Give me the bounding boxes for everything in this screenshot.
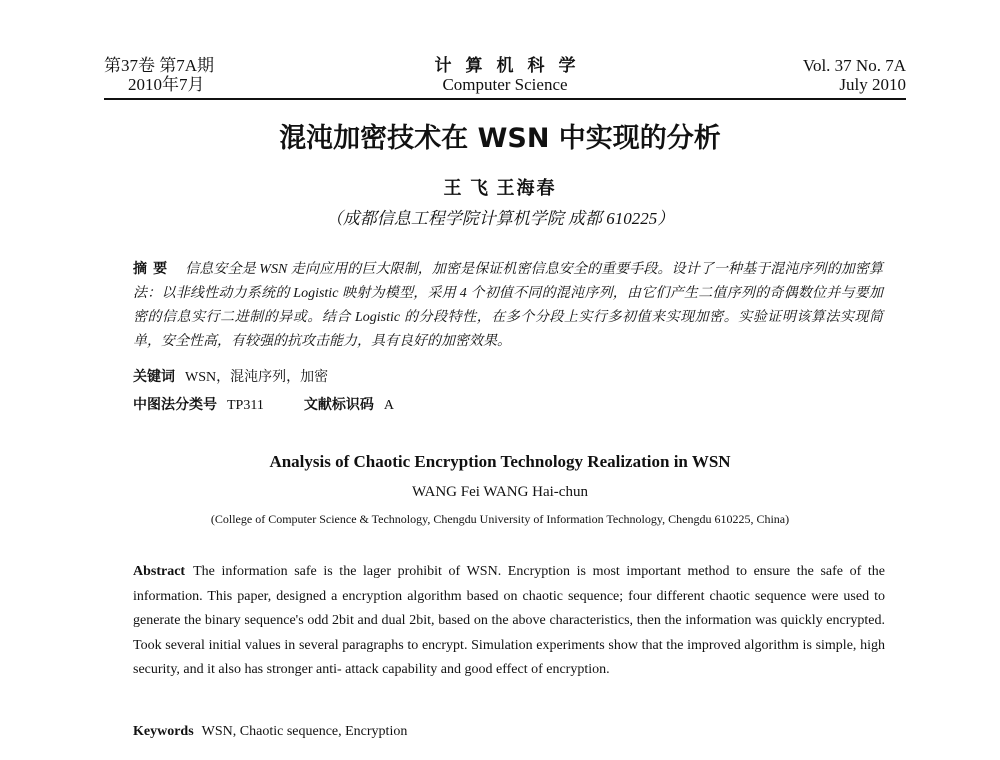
- keywords-en-label: Keywords: [133, 724, 194, 739]
- abstract-cn-text: 信息安全是 WSN 走向应用的巨大限制，加密是保证机密信息安全的重要手段。设计了一种基于混沌序列的加密算法：以非线性动力系统的 Logistic 映射为模型，采用 4 个初值不同的混沌序列，由它们产生二值序列的奇偶数位并与要加密的信息实行二进制的异或。结合 Logistic 的分段特性，在多个分段上实行多初值来实现加密。实验证明该算法实现简单，安全性高，有较强的抗攻击能力，具有良好的加密效果。: [133, 262, 884, 349]
- date-en: July 2010: [839, 75, 906, 94]
- authors-cn: 王 飞 王海春: [443, 178, 557, 198]
- keywords-en: [133, 724, 407, 740]
- volume-en: Vol. 37 No. 7A: [802, 56, 906, 75]
- classification-label: 中图法分类号: [133, 398, 217, 413]
- authors-en: WANG Fei WANG Hai-chun: [412, 484, 588, 500]
- classification-cn: [133, 394, 394, 418]
- keywords-cn-label: 关键词: [133, 370, 175, 385]
- paper-title-en: Analysis of Chaotic Encryption Technology Realization in WSN: [269, 452, 731, 471]
- journal-name-cn: 计算机科学: [434, 56, 590, 75]
- keywords-cn-text: WSN，混沌序列，加密: [185, 370, 329, 385]
- doc-code-label: 文献标识码: [303, 398, 374, 413]
- doc-code-value: A: [383, 398, 394, 413]
- abstract-cn: [133, 258, 883, 354]
- paper-title-cn: 混沌加密技术在 WSN 中实现的分析: [279, 123, 721, 154]
- date-cn: 2010年7月: [128, 75, 205, 94]
- abstract-en-label: Abstract: [133, 564, 186, 579]
- classification-value: TP311: [227, 398, 264, 413]
- abstract-en: [133, 560, 885, 683]
- keywords-cn: [133, 366, 328, 390]
- header-center: [104, 56, 906, 94]
- affiliation-en: (College of Computer Science & Technology, Chengdu University of Information Technology, Chengdu 610225, China): [210, 512, 790, 526]
- keywords-en-text: WSN, Chaotic sequence, Encryption: [201, 724, 408, 739]
- journal-name-en: Computer Science: [442, 75, 568, 94]
- abstract-en-text: The information safe is the lager prohibit of WSN. Encryption is most important method to ensure the safe of the information. This paper, designed a encryption algorithm based on chaotic sequence; four different chaotic sequence were used to generate the binary sequence's odd 2bit and dual 2bit, based on the above characteristics, then the information was quickly encrypted. Took several initial values in several paragraphs to encrypt. Simulation experiments show that the improved algorithm is simple, high security, and it also has stronger anti- attack capability and good effect of encryption.: [133, 564, 885, 677]
- abstract-cn-label: 摘要: [133, 262, 174, 277]
- affiliation-cn: （成都信息工程学院计算机学院 成都 610225）: [325, 209, 675, 228]
- journal-header: [104, 56, 906, 100]
- volume-cn: 第37卷 第7A期: [104, 56, 215, 75]
- header-right: [803, 56, 906, 94]
